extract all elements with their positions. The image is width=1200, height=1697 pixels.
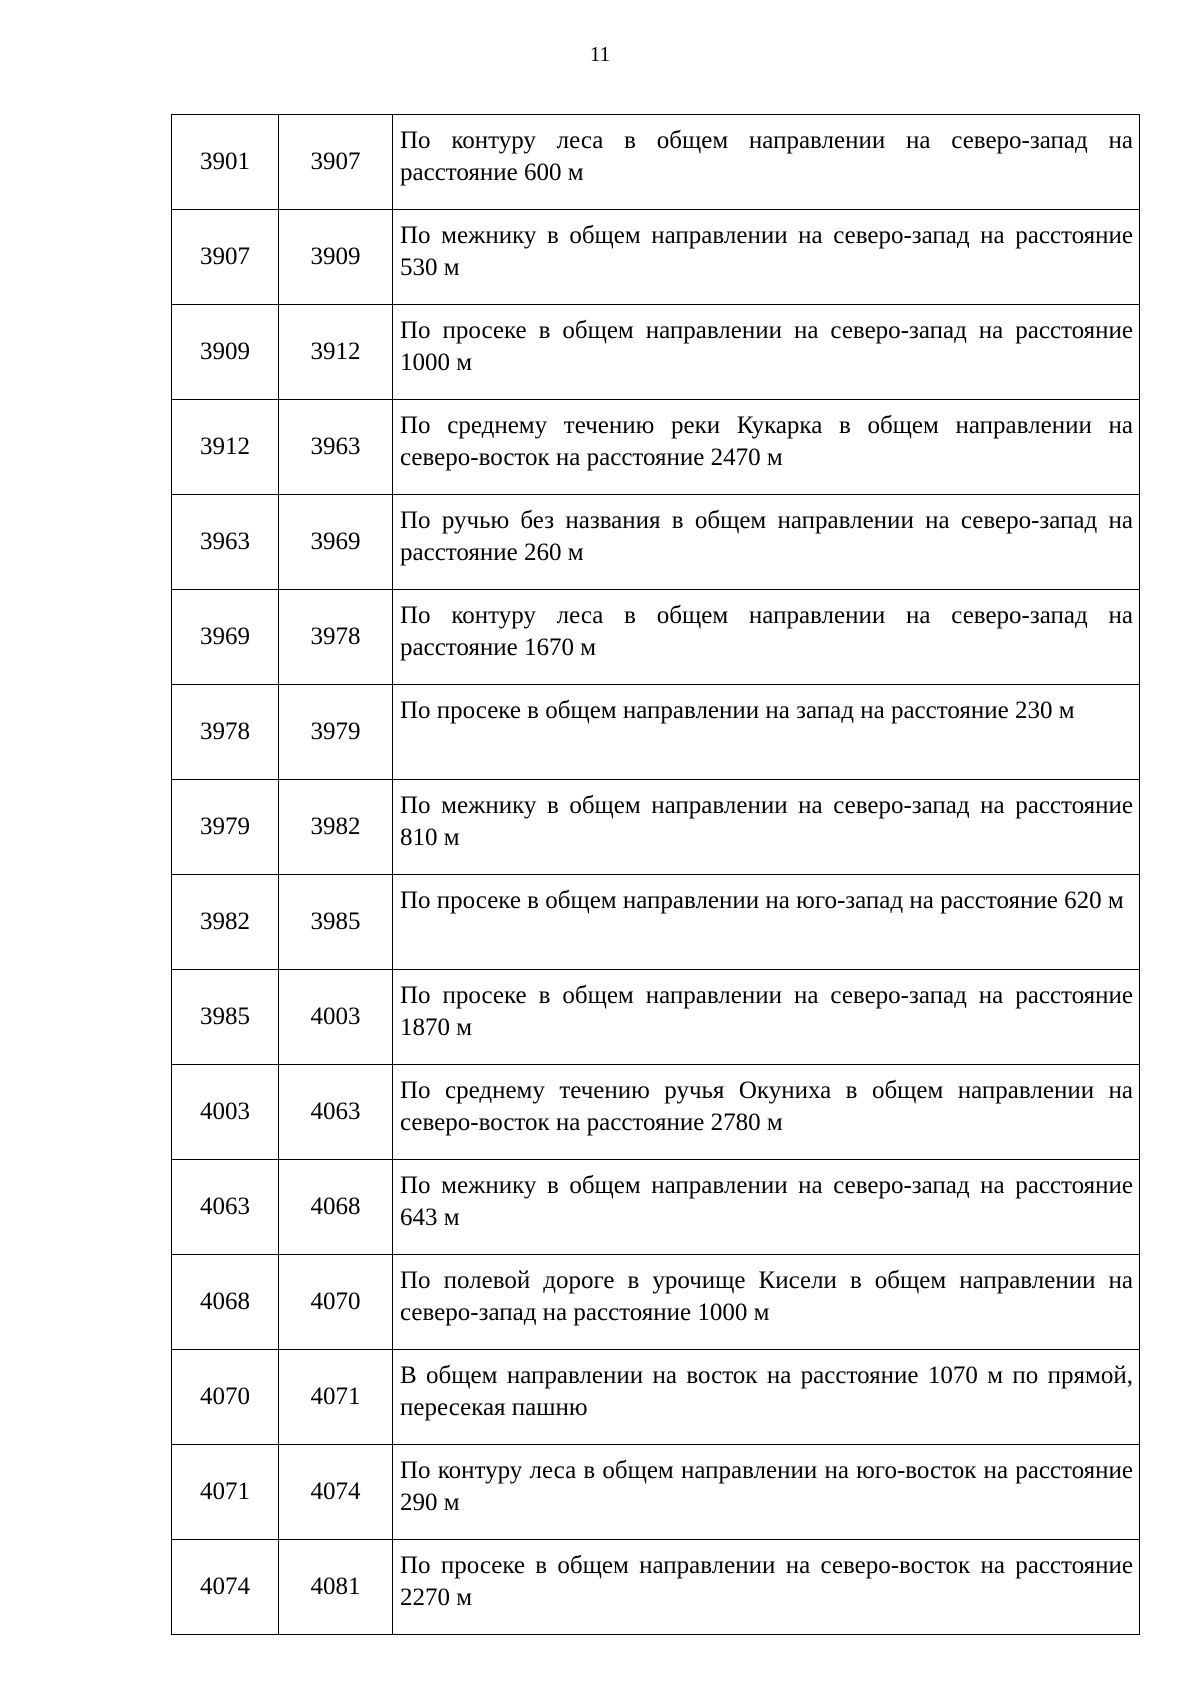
table-row [172,1065,1140,1160]
from-point-cell: 3901 [172,115,279,210]
description-cell: По полевой дороге в урочище Кисели в общем направлении на северо-запад на расстояние 1000 м [393,1255,1140,1350]
from-point-cell: 4071 [172,1445,279,1540]
from-point-cell: 3969 [172,590,279,685]
table-row [172,780,1140,875]
boundary-table [171,114,1140,1635]
description-cell: В общем направлении на восток на расстояние 1070 м по прямой, пересекая пашню [393,1350,1140,1445]
from-point-cell: 4068 [172,1255,279,1350]
from-point-cell: 4003 [172,1065,279,1160]
to-point-cell: 4068 [279,1160,393,1255]
table-row [172,1160,1140,1255]
to-point-cell: 4063 [279,1065,393,1160]
description-cell: По межнику в общем направлении на северо-запад на расстояние 643 м [393,1160,1140,1255]
to-point-cell: 4070 [279,1255,393,1350]
from-point-cell: 3907 [172,210,279,305]
table-row [172,495,1140,590]
table-row [172,685,1140,780]
description-cell: По контуру леса в общем направлении на северо-запад на расстояние 600 м [393,115,1140,210]
to-point-cell: 3982 [279,780,393,875]
to-point-cell: 4071 [279,1350,393,1445]
from-point-cell: 3909 [172,305,279,400]
description-cell: По просеке в общем направлении на северо-запад на расстояние 1000 м [393,305,1140,400]
to-point-cell: 3985 [279,875,393,970]
from-point-cell: 3985 [172,970,279,1065]
table-row [172,1540,1140,1635]
description-cell: По межнику в общем направлении на северо-запад на расстояние 810 м [393,780,1140,875]
description-cell: По просеке в общем направлении на запад на расстояние 230 м [393,685,1140,780]
from-point-cell: 4074 [172,1540,279,1635]
to-point-cell: 4074 [279,1445,393,1540]
from-point-cell: 3979 [172,780,279,875]
from-point-cell: 3978 [172,685,279,780]
table-row [172,115,1140,210]
to-point-cell: 3909 [279,210,393,305]
description-cell: По среднему течению ручья Окуниха в общем направлении на северо-восток на расстояние 2780 м [393,1065,1140,1160]
to-point-cell: 4081 [279,1540,393,1635]
description-cell: По среднему течению реки Кукарка в общем направлении на северо-восток на расстояние 2470 м [393,400,1140,495]
to-point-cell: 3978 [279,590,393,685]
description-cell: По просеке в общем направлении на юго-запад на расстояние 620 м [393,875,1140,970]
description-cell: По ручью без названия в общем направлении на северо-запад на расстояние 260 м [393,495,1140,590]
to-point-cell: 3969 [279,495,393,590]
table-row [172,1350,1140,1445]
table-row [172,210,1140,305]
page-number: 11 [589,42,611,66]
table-row [172,1255,1140,1350]
to-point-cell: 3963 [279,400,393,495]
table-row [172,875,1140,970]
to-point-cell: 3912 [279,305,393,400]
from-point-cell: 3912 [172,400,279,495]
from-point-cell: 4063 [172,1160,279,1255]
description-cell: По просеке в общем направлении на северо-запад на расстояние 1870 м [393,970,1140,1065]
table-row [172,400,1140,495]
description-cell: По межнику в общем направлении на северо-запад на расстояние 530 м [393,210,1140,305]
from-point-cell: 4070 [172,1350,279,1445]
from-point-cell: 3982 [172,875,279,970]
description-cell: По контуру леса в общем направлении на юго-восток на расстояние 290 м [393,1445,1140,1540]
table-row [172,305,1140,400]
description-cell: По контуру леса в общем направлении на северо-запад на расстояние 1670 м [393,590,1140,685]
from-point-cell: 3963 [172,495,279,590]
table-row [172,970,1140,1065]
table-row [172,1445,1140,1540]
to-point-cell: 4003 [279,970,393,1065]
to-point-cell: 3907 [279,115,393,210]
table-row [172,590,1140,685]
description-cell: По просеке в общем направлении на северо-восток на расстояние 2270 м [393,1540,1140,1635]
to-point-cell: 3979 [279,685,393,780]
